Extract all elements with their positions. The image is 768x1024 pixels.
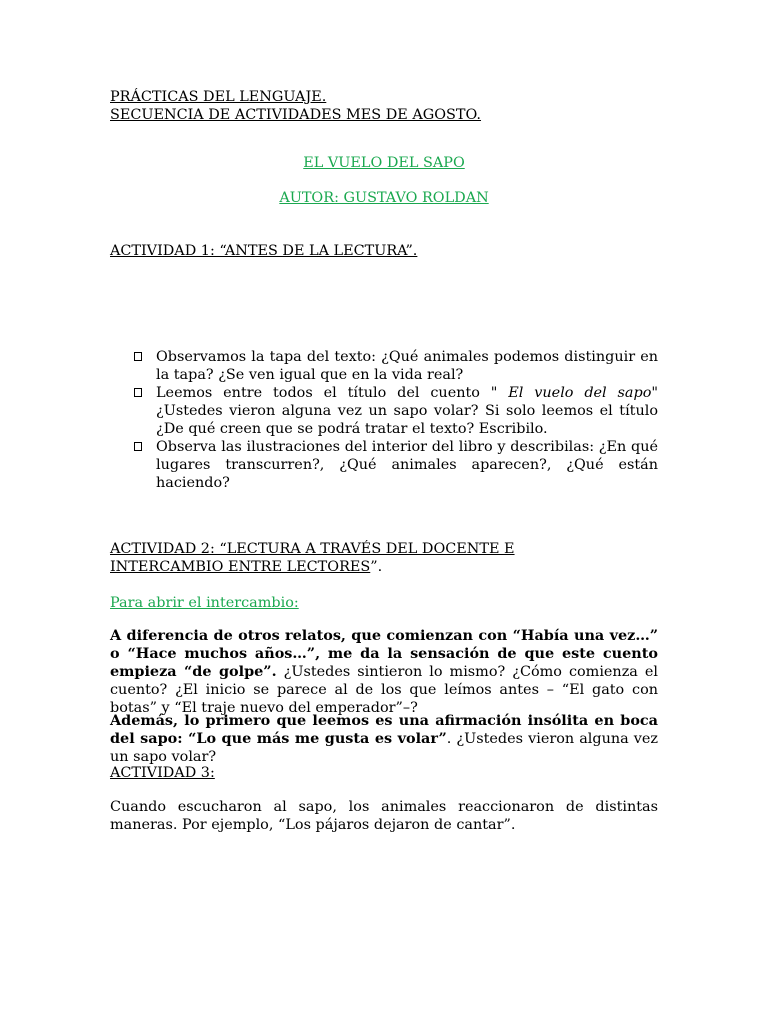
checkbox-bullet-icon: [134, 388, 142, 397]
story-title: EL VUELO DEL SAPO: [303, 155, 465, 171]
activity2-heading: [110, 540, 630, 576]
header-sequence: SECUENCIA DE ACTIVIDADES MES DE AGOSTO.: [110, 107, 482, 123]
list-item-text: Leemos entre todos el título del cuento: [156, 385, 491, 401]
activity3-heading: ACTIVIDAD 3:: [110, 765, 215, 781]
list-item: [134, 348, 658, 384]
activity2-paragraph-2: [110, 712, 658, 766]
list-item-text: Observa las ilustraciones del interior del libro y describilas: ¿En qué lugares transcurren?, ¿Qué animales aparecen?, ¿Qué están haciendo?: [156, 439, 658, 491]
checkbox-bullet-icon: [134, 352, 142, 361]
activity2-paragraph-1: [110, 627, 658, 717]
list-item: [134, 384, 658, 438]
activity2-heading-tail: ”.: [370, 559, 383, 575]
list-item-text: Observamos la tapa del texto: ¿Qué animales podemos distinguir en la tapa? ¿Se ven igual que en la vida real?: [156, 349, 658, 383]
list-item-text-continued: ¿Ustedes vieron alguna vez un sapo volar? Si solo leemos el título ¿De qué creen que se podrá tratar el texto? Escribilo.: [156, 403, 658, 437]
activity1-heading: ACTIVIDAD 1: “ANTES DE LA LECTURA”.: [110, 243, 418, 259]
activity1-list: [134, 348, 658, 492]
activity2-subheading: Para abrir el intercambio:: [110, 595, 299, 611]
activity2-heading-text: ACTIVIDAD 2: “LECTURA A TRAVÉS DEL DOCENTE E INTERCAMBIO ENTRE LECTORES: [110, 541, 515, 575]
story-title-reference: " El vuelo del sapo": [490, 385, 658, 401]
document-header: [110, 88, 658, 124]
header-subject: PRÁCTICAS DEL LENGUAJE.: [110, 89, 327, 105]
story-author: AUTOR: GUSTAVO ROLDAN: [279, 190, 489, 206]
paragraph-text: ¿Ustedes sintieron lo mismo? ¿Cómo comienza el cuento? ¿El inicio se parece al de los que leímos antes – “El gato con botas” y “El traje nuevo del emperador”–?: [110, 664, 658, 716]
paragraph-text: . ¿Ustedes vieron alguna vez un sapo volar?: [110, 731, 658, 765]
paragraph-bold-text: A diferencia de otros relatos, que comienzan con “Había una vez…” o “Hace muchos años…”, me da la sensación de que este cuento empieza “de golpe”.: [110, 627, 658, 680]
activity3-paragraph-1: Cuando escucharon al sapo, los animales reaccionaron de distintas maneras. Por ejemplo, “Los pájaros dejaron de cantar”.: [110, 799, 658, 833]
list-item: [134, 438, 658, 492]
checkbox-bullet-icon: [134, 442, 142, 451]
paragraph-bold-text: Además, lo primero que leemos es una afirmación insólita en boca del sapo: “Lo que más me gusta es volar”: [110, 712, 658, 747]
